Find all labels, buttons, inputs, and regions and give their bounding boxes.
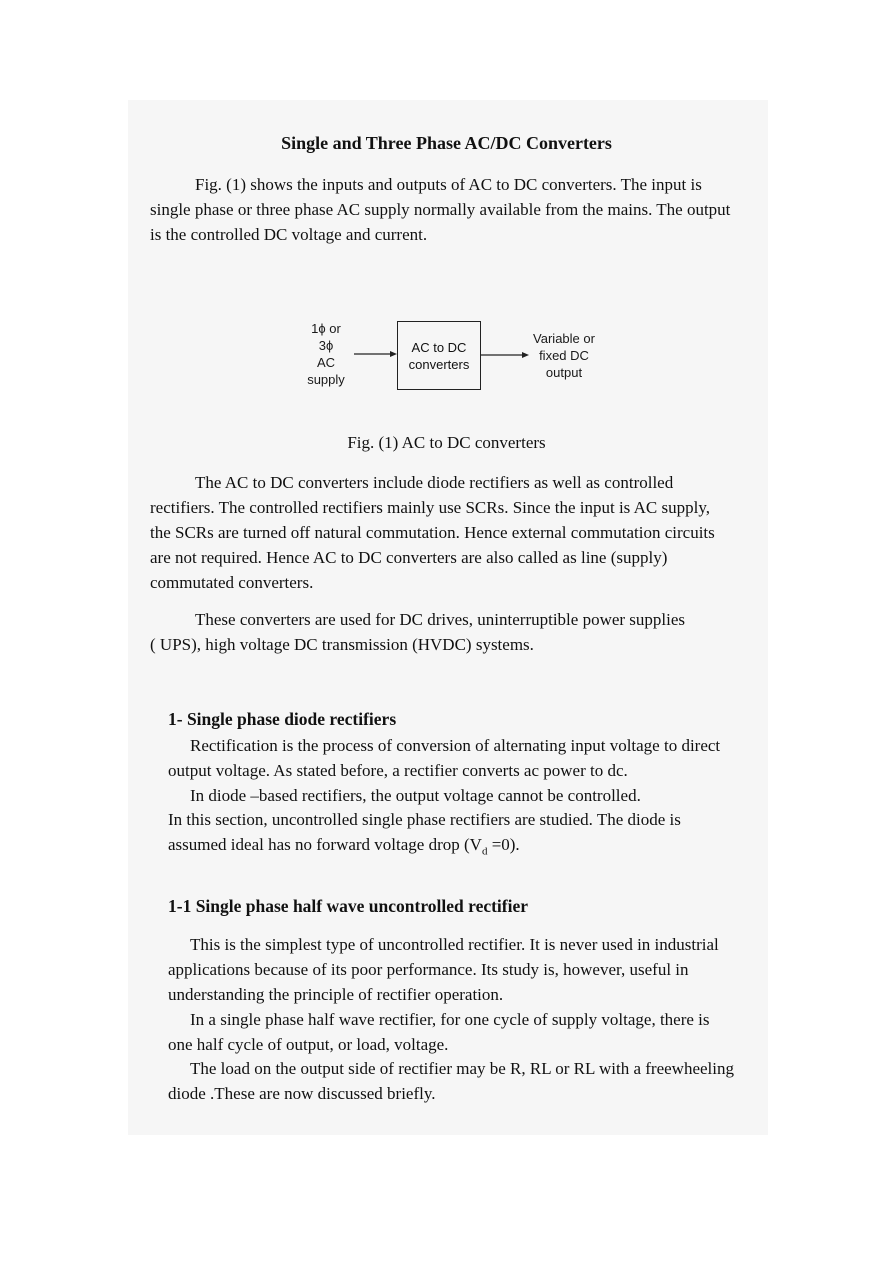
para3-line-1: These converters are used for DC drives, uninterruptible power supplies [195, 610, 686, 629]
section1-line-4: In this section, uncontrolled single phase rectifiers are studied. The diode is [168, 810, 681, 829]
section11-line-7: diode .These are now discussed briefly. [168, 1084, 436, 1103]
para2-line-5: commutated converters. [150, 573, 314, 592]
section1-line-2: output voltage. As stated before, a rectifier converts ac power to dc. [168, 761, 628, 780]
input-arrow [352, 345, 399, 359]
para2-line-2: rectifiers. The controlled rectifiers mainly use SCRs. Since the input is AC supply, [150, 498, 710, 517]
section11-line-5: one half cycle of output, or load, voltage. [168, 1035, 449, 1054]
output-line-1: Variable or [533, 331, 595, 346]
section-1-heading: 1- Single phase diode rectifiers [168, 709, 397, 729]
para2-line-4: are not required. Hence AC to DC converters are also called as line (supply) [150, 548, 668, 567]
para2-line-1: The AC to DC converters include diode rectifiers as well as controlled [195, 473, 674, 492]
ideal-diode-text: assumed ideal has no forward voltage drop (V [168, 835, 482, 854]
box-line-2: converters [408, 356, 470, 372]
intro-line-1: Fig. (1) shows the inputs and outputs of AC to DC converters. The input is [195, 175, 702, 194]
document-title: Single and Three Phase AC/DC Converters [281, 133, 612, 153]
ideal-diode-text-end: =0). [487, 835, 520, 854]
input-line-2: 3ϕ [318, 338, 334, 353]
section1-line-3: In diode –based rectifiers, the output voltage cannot be controlled. [190, 786, 641, 805]
vd-subscript: d [481, 845, 488, 858]
section1-line-5 [168, 833, 520, 864]
intro-line-3: is the controlled DC voltage and current. [150, 225, 428, 244]
intro-line-2: single phase or three phase AC supply normally available from the mains. The output [150, 200, 731, 219]
section-1-1-heading: 1-1 Single phase half wave uncontrolled rectifier [168, 896, 529, 916]
box-line-1: AC to DC [411, 339, 467, 355]
section11-line-4: In a single phase half wave rectifier, for one cycle of supply voltage, there is [190, 1010, 710, 1029]
diagram-input-label [300, 320, 352, 388]
para3-line-2: ( UPS), high voltage DC transmission (HVDC) systems. [150, 635, 534, 654]
converter-box [397, 321, 481, 390]
figure-caption: Fig. (1) AC to DC converters [347, 433, 546, 452]
input-line-4: supply [307, 372, 345, 387]
section11-line-2: applications because of its poor performance. Its study is, however, useful in [168, 960, 689, 979]
section11-line-6: The load on the output side of rectifier may be R, RL or RL with a freewheeling [190, 1059, 734, 1078]
para2-line-3: the SCRs are turned off natural commutation. Hence external commutation circuits [150, 523, 715, 542]
section11-line-3: understanding the principle of rectifier operation. [168, 985, 504, 1004]
section1-line-1: Rectification is the process of conversion of alternating input voltage to direct [190, 736, 721, 755]
input-line-3: AC [316, 355, 336, 370]
input-line-1: 1ϕ or [311, 321, 341, 336]
output-line-2: fixed DC [539, 348, 589, 363]
section11-line-1: This is the simplest type of uncontrolled rectifier. It is never used in industrial [190, 935, 719, 954]
diagram-output-label [524, 330, 604, 381]
output-line-3: output [545, 365, 583, 380]
